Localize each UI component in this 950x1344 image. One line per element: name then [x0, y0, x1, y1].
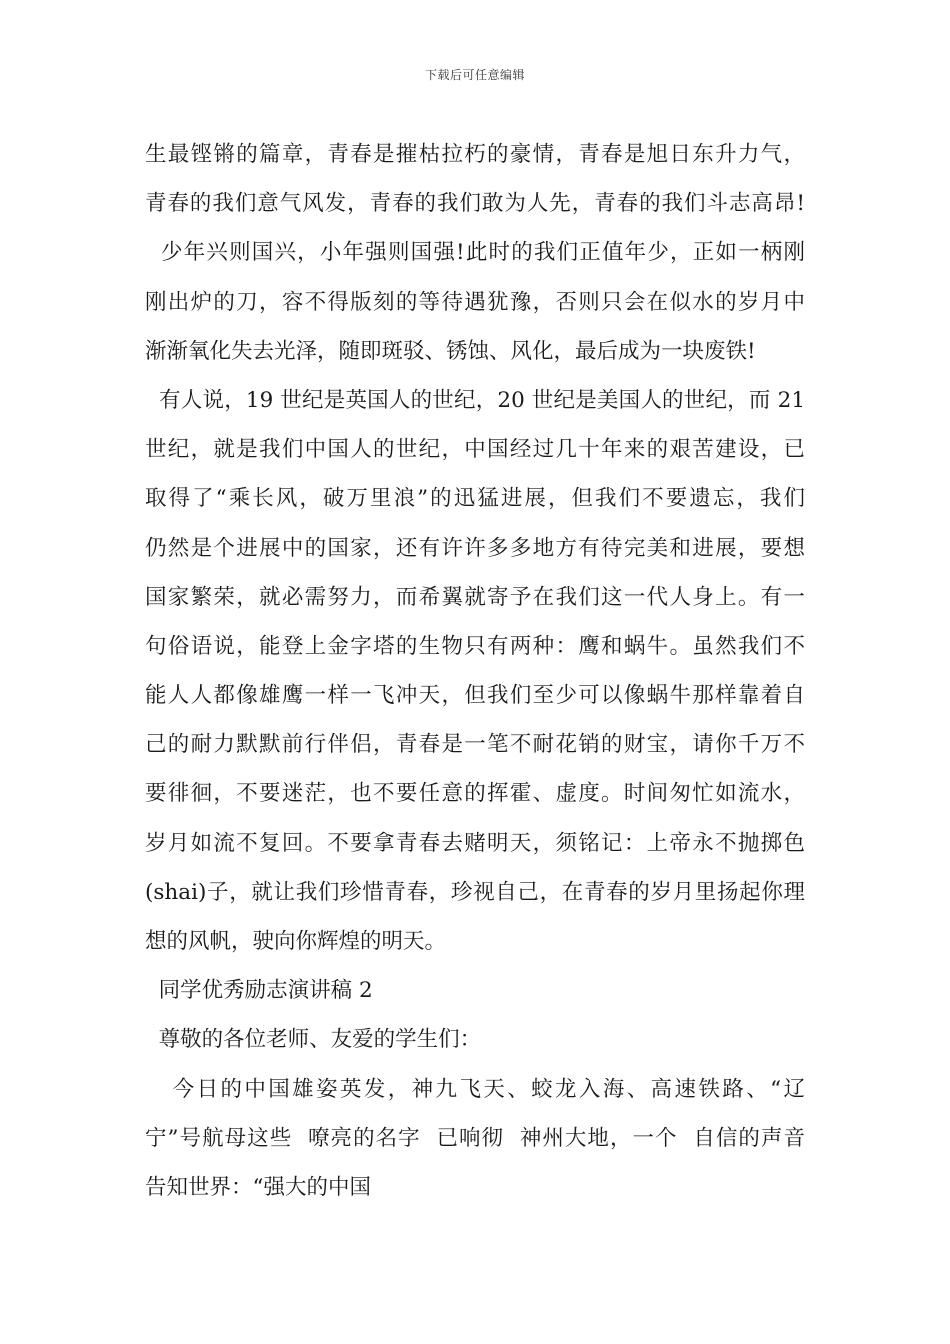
text-line: 世纪，就是我们中国人的世纪，中国经过几十年来的艰苦建设，已 [145, 437, 805, 463]
text-line: 岁月如流不复回。不要拿青春去赌明天，须铭记：上帝永不抛掷色 [145, 830, 805, 856]
text-line: 国家繁荣，就必需努力，而希翼就寄予在我们这一代人身上。有一 [145, 584, 805, 610]
text-line: 有人说，19 世纪是英国人的世纪，20 世纪是美国人的世纪，而 21 [145, 387, 805, 413]
text-line: 告知世界：“强大的中国 [145, 1174, 371, 1200]
text-line: 要徘徊，不要迷茫，也不要任意的挥霍、虚度。时间匆忙如流水， [145, 781, 805, 807]
text-line: 取得了“乘长风，破万里浪”的迅猛进展，但我们不要遗忘，我们 [145, 486, 805, 512]
text-line: 刚出炉的刀，容不得版刻的等待遇犹豫，否则只会在似水的岁月中 [145, 289, 805, 315]
text-line: 少年兴则国兴，小年强则国强!此时的我们正值年少，正如一柄刚 [145, 240, 805, 266]
page-header: 下载后可任意编辑 [424, 68, 525, 82]
text-line: 句俗语说，能登上金字塔的生物只有两种：鹰和蜗牛。虽然我们不 [145, 633, 805, 659]
text-line: 己的耐力默默前行伴侣，青春是一笔不耐花销的财宝，请你千万不 [145, 732, 805, 758]
section-title: 同学优秀励志演讲稿 2 [145, 978, 373, 1004]
text-line: 宁”号航母这些 嘹亮的名字 已响彻 神州大地，一个 自信的声音 [145, 1125, 805, 1151]
document-body [145, 130, 805, 1212]
text-line: 想的风帆，驶向你辉煌的明天。 [145, 929, 447, 954]
text-line: 今日的中国雄姿英发，神九飞天、蛟龙入海、高速铁路、“辽 [145, 1076, 805, 1102]
salutation: 尊敬的各位老师、友爱的学生们： [145, 1027, 482, 1053]
text-line: 渐渐氧化失去光泽，随即斑驳、锈蚀、风化，最后成为一块废铁! [145, 338, 756, 364]
text-line: 能人人都像雄鹰一样一飞冲天，但我们至少可以像蜗牛那样靠着自 [145, 683, 805, 709]
text-line: (shai)子，就让我们珍惜青春，珍视自己，在青春的岁月里扬起你理 [145, 879, 805, 905]
text-line: 青春的我们意气风发，青春的我们敢为人先，青春的我们斗志高昂! [145, 191, 805, 217]
text-line: 生最铿锵的篇章，青春是摧枯拉朽的豪情，青春是旭日东升力气， [145, 142, 805, 167]
text-line: 仍然是个进展中的国家，还有许许多多地方有待完美和进展，要想 [145, 535, 805, 561]
